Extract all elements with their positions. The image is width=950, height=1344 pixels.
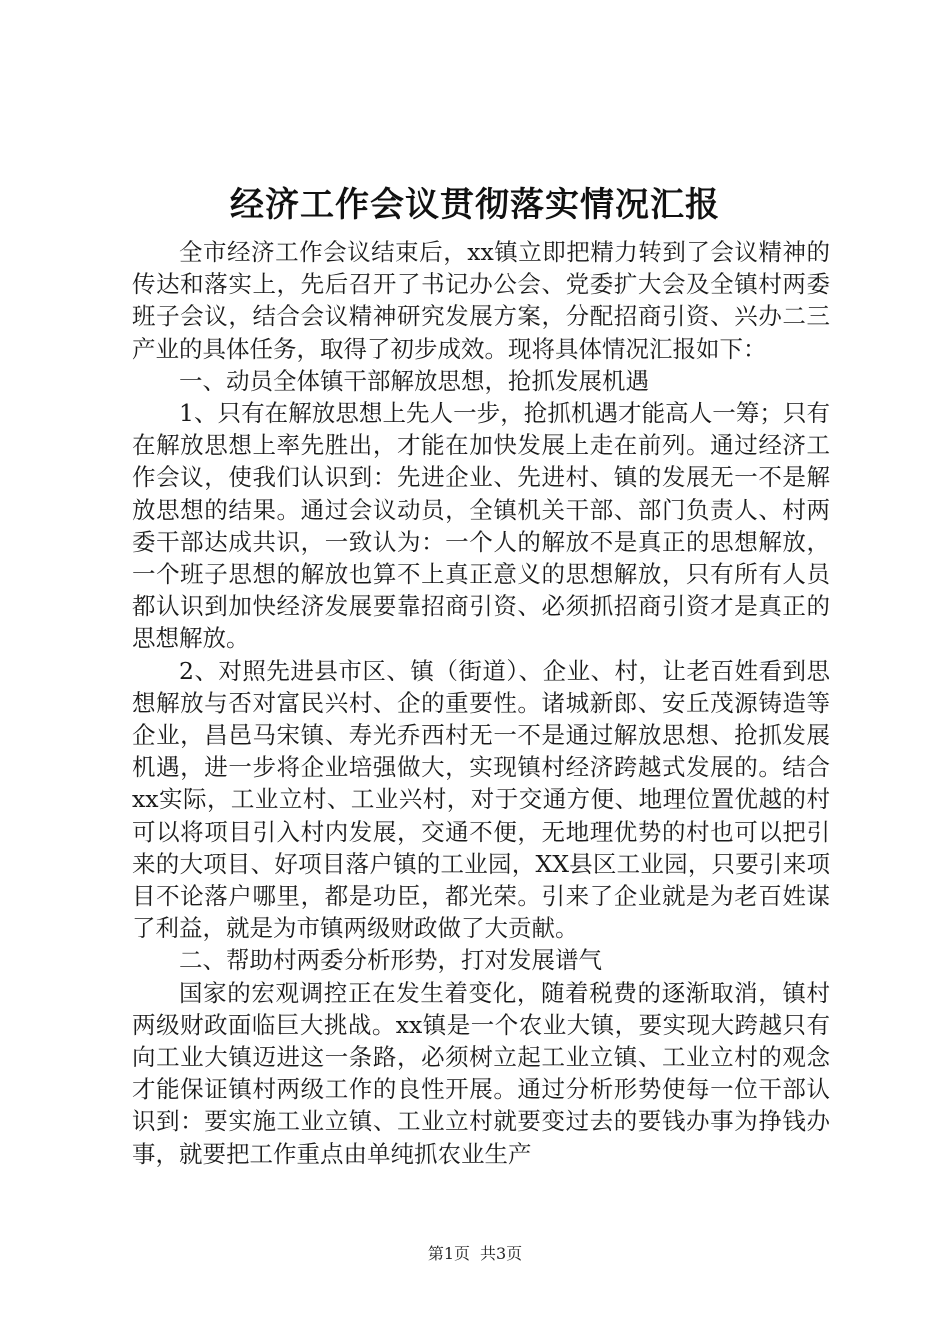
paragraph-intro: 全市经济工作会议结束后，xx镇立即把精力转到了会议精神的传达和落实上，先后召开了书记办公会、党委扩大会及全镇村两委班子会议，结合会议精神研究发展方案，分配招商引资、兴办二三产业的具体任务，取得了初步成效。现将具体情况汇报如下： [132,238,830,363]
page-number: 第1页 [427,1244,470,1263]
paragraph-point-2: 2、对照先进县市区、镇（街道）、企业、村，让老百姓看到思想解放与否对富民兴村、企的重要性。诸城新郎、安丘茂源铸造等企业，昌邑马宋镇、寿光乔西村无一不是通过解放思想、抢抓发展机遇，进一步将企业培强做大，实现镇村经济跨越式发展的。结合xx实际，工业立村、工业兴村，对于交通方便、地理位置优越的村可以将项目引入村内发展，交通不便，无地理优势的村也可以把引来的大项目、好项目落户镇的工业园，XX县区工业园，只要引来项目不论落户哪里，都是功臣，都光荣。引来了企业就是为老百姓谋了利益，就是为市镇两级财政做了大贡献。 [132,656,830,943]
section-heading-2: 二、帮助村两委分析形势，打对发展谱气 [179,946,602,975]
page-footer [0,1244,950,1264]
document-body [132,236,830,1170]
page-total: 共3页 [480,1244,523,1263]
section-heading-1: 一、动员全体镇干部解放思想，抢抓发展机遇 [179,366,649,395]
document-title: 经济工作会议贯彻落实情况汇报 [230,185,720,225]
paragraph-section-2: 国家的宏观调控正在发生着变化，随着税费的逐渐取消，镇村两级财政面临巨大挑战。xx镇是一个农业大镇，要实现大跨越只有向工业大镇迈进这一条路，必须树立起工业立镇、工业立村的观念才能保证镇村两级工作的良性开展。通过分析形势使每一位干部认识到：要实施工业立镇、工业立村就要变过去的要钱办事为挣钱办事，就要把工作重点由单纯抓农业生产 [132,978,830,1168]
paragraph-point-1: 1、只有在解放思想上先人一步，抢抓机遇才能高人一筹；只有在解放思想上率先胜出，才能在加快发展上走在前列。通过经济工作会议，使我们认识到：先进企业、先进村、镇的发展无一不是解放思想的结果。通过会议动员，全镇机关干部、部门负责人、村两委干部达成共识，一致认为：一个人的解放不是真正的思想解放，一个班子思想的解放也算不上真正意义的思想解放，只有所有人员都认识到加快经济发展要靠招商引资、必须抓招商引资才是真正的思想解放。 [132,399,830,653]
